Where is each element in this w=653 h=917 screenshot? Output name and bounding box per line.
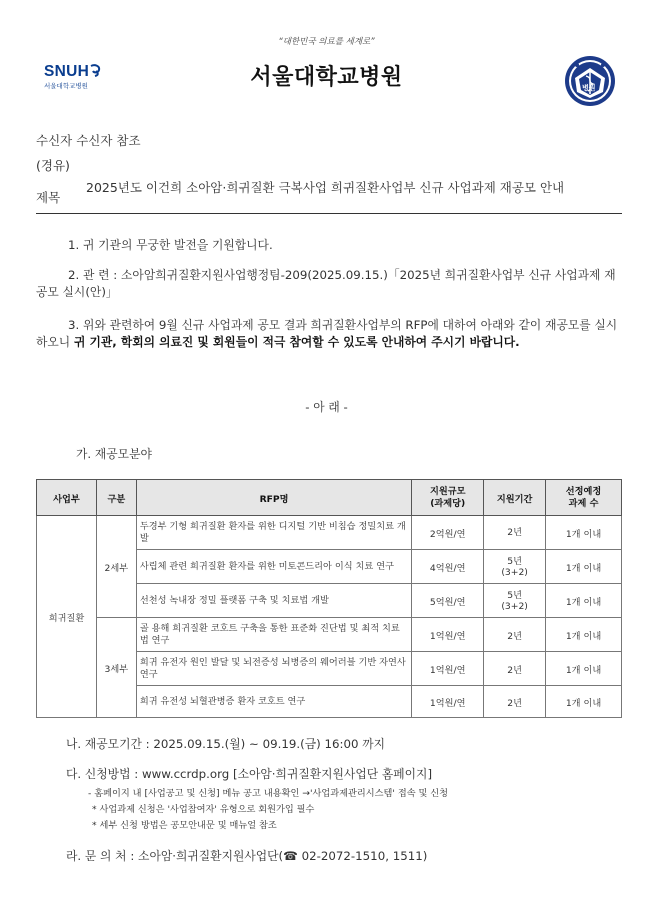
section-d-contact <box>66 847 427 864</box>
slogan: “대한민국 의료를 세계로” <box>278 37 375 47</box>
budget-cell: 5억원/연 <box>412 584 484 618</box>
budget-cell: 2억원/연 <box>412 516 484 550</box>
paragraph-3-text: 3. 위와 관련하여 9월 신규 사업과제 공모 결과 희귀질환사업부의 RFP에 대하여 아래와 같이 재공모를 실시하오니 <box>36 318 618 349</box>
category-cell: 3세부 <box>96 618 136 718</box>
count-cell: 1개 이내 <box>546 618 622 652</box>
header-category: 구분 <box>96 480 136 516</box>
method-note-3: * 세부 신청 방법은 공모안내문 및 매뉴얼 참조 <box>92 820 277 831</box>
header-divider <box>36 213 622 214</box>
header-division: 사업부 <box>37 480 97 516</box>
period-cell: 2년 <box>484 618 546 652</box>
count-cell: 1개 이내 <box>546 652 622 686</box>
via-line: (경유) <box>36 158 70 173</box>
paragraph-3 <box>36 317 622 351</box>
budget-cell: 1억원/연 <box>412 652 484 686</box>
table-header-row <box>37 480 622 516</box>
recipient-line: 수신자 수신자 참조 <box>36 133 141 148</box>
budget-cell: 1억원/연 <box>412 686 484 718</box>
snuh-logo-text: SNUH <box>44 64 101 80</box>
phone-icon: ☎ <box>283 849 298 863</box>
seal-text: 병원 <box>582 84 596 92</box>
paragraph-2: 2. 관 련 : 소아암희귀질환지원사업행정팀-209(2025.09.15.)「2025년 희귀질환사업부 신규 사업과제 재공모 실시(안)」 <box>36 268 616 299</box>
method-note-2: * 사업과제 신청은 '사업참여자' 유형으로 회원가입 필수 <box>92 804 315 815</box>
period-cell: 5년 (3+2) <box>484 584 546 618</box>
subject-label: 제목 <box>36 190 61 205</box>
count-cell: 1개 이내 <box>546 516 622 550</box>
count-cell: 1개 이내 <box>546 550 622 584</box>
header-count: 선정예정 과제 수 <box>546 480 622 516</box>
paragraph-3-emphasis: 귀 기관, 학회의 의료진 및 회원들이 적극 참여할 수 있도록 안내하여 주시기 바랍니다. <box>73 335 520 349</box>
period-cell: 2년 <box>484 652 546 686</box>
contact-phone: 02-2072-1510, 1511) <box>297 849 428 863</box>
section-a-heading: 가. 재공모분야 <box>76 447 152 461</box>
budget-cell: 4억원/연 <box>412 550 484 584</box>
period-cell: 5년 (3+2) <box>484 550 546 584</box>
count-cell: 1개 이내 <box>546 584 622 618</box>
hospital-seal <box>563 54 617 108</box>
rfp-cell: 골 용해 희귀질환 코호트 구축을 통한 표준화 진단법 및 최적 치료법 연구 <box>136 618 411 652</box>
paragraph-1: 1. 귀 기관의 무궁한 발전을 기원합니다. <box>68 238 273 252</box>
contact-prefix: 라. 문 의 처 : 소아암·희귀질환지원사업단( <box>66 849 284 863</box>
count-cell: 1개 이내 <box>546 686 622 718</box>
division-cell: 희귀질환 <box>37 516 97 718</box>
category-cell: 2세부 <box>96 516 136 618</box>
snuh-logo-subtext: 서울대학교병원 <box>44 82 88 90</box>
section-c-method: 다. 신청방법 : www.ccrdp.org [소아암·희귀질환지원사업단 홈페이지] <box>66 767 433 781</box>
section-b-period: 나. 재공모기간 : 2025.09.15.(월) ~ 09.19.(금) 16:00 까지 <box>66 737 386 751</box>
table-row <box>37 618 622 652</box>
rfp-table <box>36 479 622 718</box>
period-cell: 2년 <box>484 516 546 550</box>
rfp-cell: 희귀 유전자 원인 발달 및 뇌전증성 뇌병증의 웨어러블 기반 자연사 연구 <box>136 652 411 686</box>
rfp-cell: 선천성 녹내장 정밀 플랫폼 구축 및 치료법 개발 <box>136 584 411 618</box>
method-note-1: - 홈페이지 내 [사업공고 및 신청] 메뉴 공고 내용확인 →'사업과제관리시스템' 접속 및 신청 <box>88 788 449 799</box>
seal-icon <box>563 54 617 108</box>
rfp-cell: 두경부 기형 희귀질환 환자를 위한 디지털 기반 비침습 정밀치료 개발 <box>136 516 411 550</box>
header-period: 지원기간 <box>484 480 546 516</box>
rfp-cell: 사립체 관련 희귀질환 환자를 위한 미토콘드리아 이식 치료 연구 <box>136 550 411 584</box>
budget-cell: 1억원/연 <box>412 618 484 652</box>
header-rfp: RFP명 <box>136 480 411 516</box>
rfp-cell: 희귀 유전성 뇌혈관병증 환자 코호트 연구 <box>136 686 411 718</box>
page-title: 서울대학교병원 <box>250 65 403 90</box>
header-budget: 지원규모 (과제당) <box>412 480 484 516</box>
table-row <box>37 516 622 550</box>
subject-text: 2025년도 이건희 소아암·희귀질환 극복사업 희귀질환사업부 신규 사업과제 재공모 안내 <box>86 180 565 195</box>
below-heading: - 아 래 - <box>305 400 348 414</box>
period-cell: 2년 <box>484 686 546 718</box>
